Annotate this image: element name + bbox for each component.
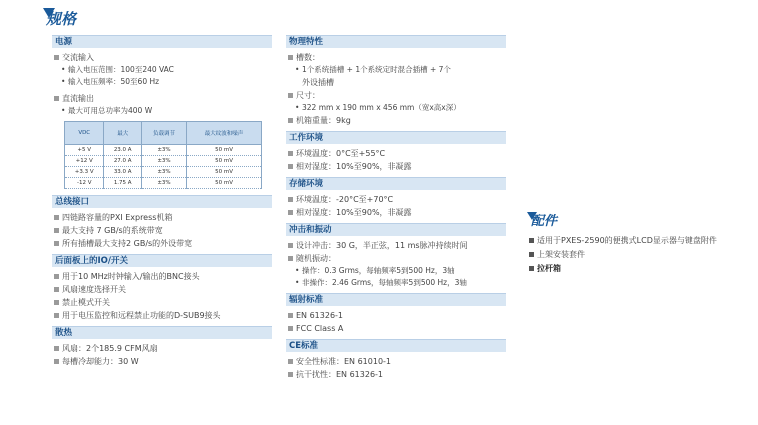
storage-item: 相对湿度：10%至90%，非凝露 [286, 206, 506, 219]
slots-detail-cont: 外设插槽 [302, 78, 334, 87]
size-title: 尺寸： [286, 89, 506, 102]
accessory-item: 上架安装套件 [527, 249, 747, 260]
section-cooling-header: 散热 [52, 326, 272, 339]
slots-detail: • 1个系统插槽 + 1个系统定时混合插槽 + 7个 [286, 64, 506, 76]
ac-input-item: • 输入电压范围：100至240 VAC [52, 64, 272, 76]
accessories-marker-icon [527, 212, 537, 220]
table-row [65, 156, 262, 167]
table-header-cell: 负载调节 [141, 122, 186, 145]
table-cell: 50 mV [187, 167, 262, 178]
table-cell: +3.3 V [65, 167, 104, 178]
section-power-header: 电源 [52, 35, 272, 48]
bus-item: 最大支持 7 GB/s的系统带宽 [52, 224, 272, 237]
table-cell: 50 mV [187, 145, 262, 156]
rear-panel-item: 禁止模式开关 [52, 296, 272, 309]
accessories-title: 配件 [531, 214, 558, 229]
shock-item: 设计冲击：30 G，半正弦，11 ms脉冲持续时间 [286, 239, 506, 252]
table-header-cell: 最大纹波和噪声 [187, 122, 262, 145]
section-ce-header: CE标准 [286, 339, 506, 352]
storage-item: 环境温度：-20°C至+70°C [286, 193, 506, 206]
table-cell: ±3% [141, 178, 186, 189]
cooling-item: 风扇：2个185.9 CFM风扇 [52, 342, 272, 355]
table-cell: +12 V [65, 156, 104, 167]
slots-title: 槽数： [286, 51, 506, 64]
power-spec-table [64, 121, 262, 189]
vibration-detail: • 操作：0.3 Grms，每轴频率5到500 Hz，3轴 [286, 265, 506, 277]
section-shock-header: 冲击和振动 [286, 223, 506, 236]
table-cell: ±3% [141, 167, 186, 178]
cooling-item: 每槽冷却能力：30 W [52, 355, 272, 368]
operating-item: 环境温度：0°C至+55°C [286, 147, 506, 160]
dc-output-item: • 最大可用总功率为400 W [52, 105, 272, 117]
column-left [52, 35, 272, 368]
page-title: 规格 [46, 10, 77, 28]
size-detail: • 322 mm x 190 mm x 456 mm（宽x高x深） [286, 102, 506, 114]
ac-input-item: • 输入电压频率：50至60 Hz [52, 76, 272, 88]
dc-output-title: 直流输出 [52, 92, 272, 105]
section-physical-header: 物理特性 [286, 35, 506, 48]
emission-item: FCC Class A [286, 322, 506, 335]
table-cell: ±3% [141, 145, 186, 156]
section-emission-header: 辐射标准 [286, 293, 506, 306]
table-cell: 50 mV [187, 156, 262, 167]
accessory-item: 拉杆箱 [527, 263, 747, 274]
table-header-cell: 最大 [104, 122, 141, 145]
accessory-item: 适用于PXES-2590的便携式LCD显示器与键盘附件 [527, 235, 747, 246]
section-storage-header: 存储环境 [286, 177, 506, 190]
section-operating-header: 工作环境 [286, 131, 506, 144]
rear-panel-item: 风扇速度选择开关 [52, 283, 272, 296]
table-row [65, 145, 262, 156]
table-cell: 27.0 A [104, 156, 141, 167]
accessories-section [527, 210, 747, 277]
weight-item: 机箱重量：9kg [286, 114, 506, 127]
ce-item: 安全性标准：EN 61010-1 [286, 355, 506, 368]
section-bus-header: 总线接口 [52, 195, 272, 208]
table-cell: 33.0 A [104, 167, 141, 178]
emission-item: EN 61326-1 [286, 309, 506, 322]
vibration-title: 随机振动： [286, 252, 506, 265]
table-cell: 50 mV [187, 178, 262, 189]
table-cell: +5 V [65, 145, 104, 156]
table-cell: -12 V [65, 178, 104, 189]
column-middle [286, 35, 506, 381]
bus-item: 所有插槽最大支持2 GB/s的外设带宽 [52, 237, 272, 250]
ac-input-title: 交流输入 [52, 51, 272, 64]
ce-item: 抗干扰性：EN 61326-1 [286, 368, 506, 381]
table-header-cell: VDC [65, 122, 104, 145]
bus-item: 四链路容量的PXI Express机箱 [52, 211, 272, 224]
vibration-detail: • 非操作：2.46 Grms，每轴频率5到500 Hz，3轴 [286, 277, 506, 289]
table-cell: 1.75 A [104, 178, 141, 189]
table-cell: ±3% [141, 156, 186, 167]
operating-item: 相对湿度：10%至90%，非凝露 [286, 160, 506, 173]
rear-panel-item: 用于10 MHz时钟输入/输出的BNC接头 [52, 270, 272, 283]
rear-panel-item: 用于电压监控和远程禁止功能的D-SUB9接头 [52, 309, 272, 322]
table-cell: 23.0 A [104, 145, 141, 156]
table-row [65, 167, 262, 178]
table-row [65, 178, 262, 189]
section-rear-panel-header: 后面板上的IO/开关 [52, 254, 272, 267]
